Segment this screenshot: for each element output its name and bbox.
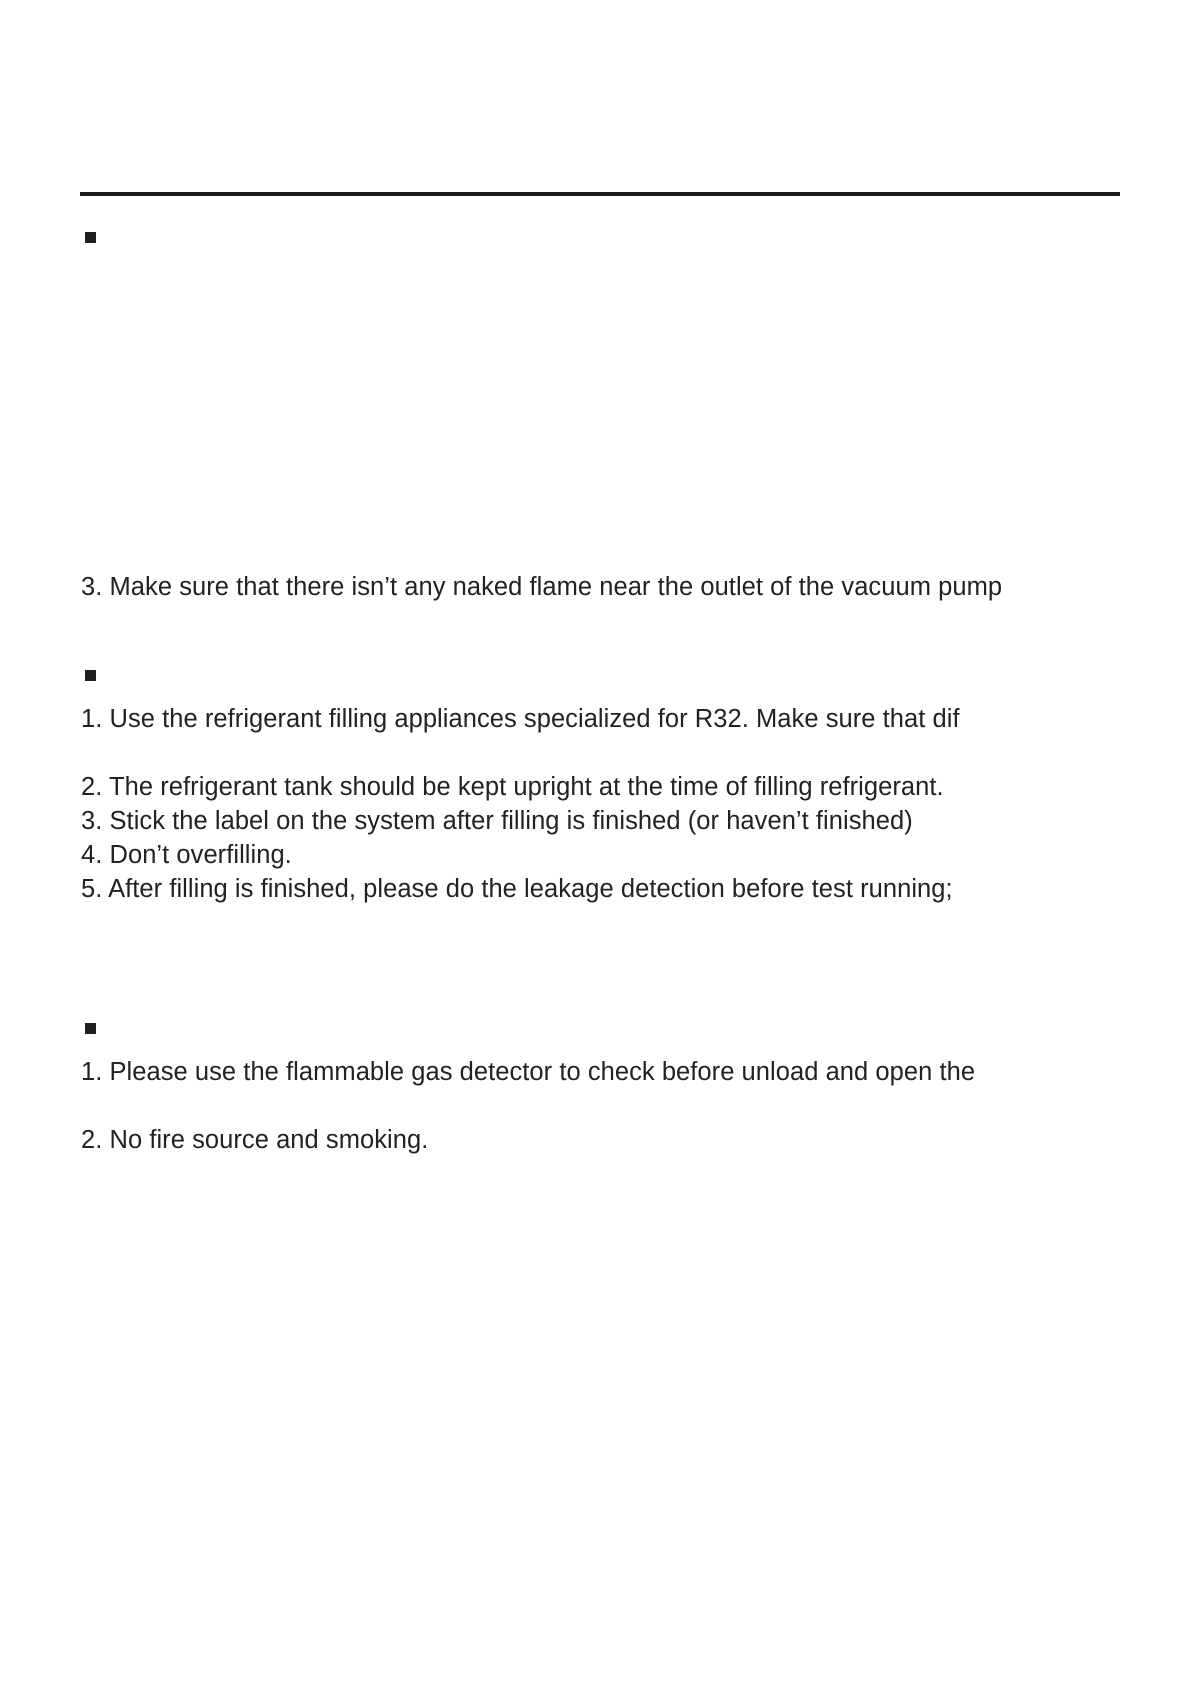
section2-item-4: 4. Don’t overfilling. [81,841,292,869]
section2-bullet-icon [85,670,96,681]
section1-bullet-icon [85,232,96,243]
section2-item-1: 1. Use the refrigerant filling appliances specialized for R32. Make sure that dif [81,705,960,733]
header-rule [80,192,1120,196]
section2-item-5: 5. After filling is finished, please do the leakage detection before test running; [81,875,953,903]
section3-item-1: 1. Please use the flammable gas detector to check before unload and open the [81,1058,976,1086]
section2-item-2: 2. The refrigerant tank should be kept upright at the time of filling refrigerant. [81,773,944,801]
section1-item-3: 3. Make sure that there isn’t any naked flame near the outlet of the vacuum pump [81,573,1003,601]
section3-bullet-icon [85,1023,96,1034]
section3-item-2: 2. No fire source and smoking. [81,1126,429,1154]
section2-item-3: 3. Stick the label on the system after filling is finished (or haven’t finished) [81,807,913,835]
